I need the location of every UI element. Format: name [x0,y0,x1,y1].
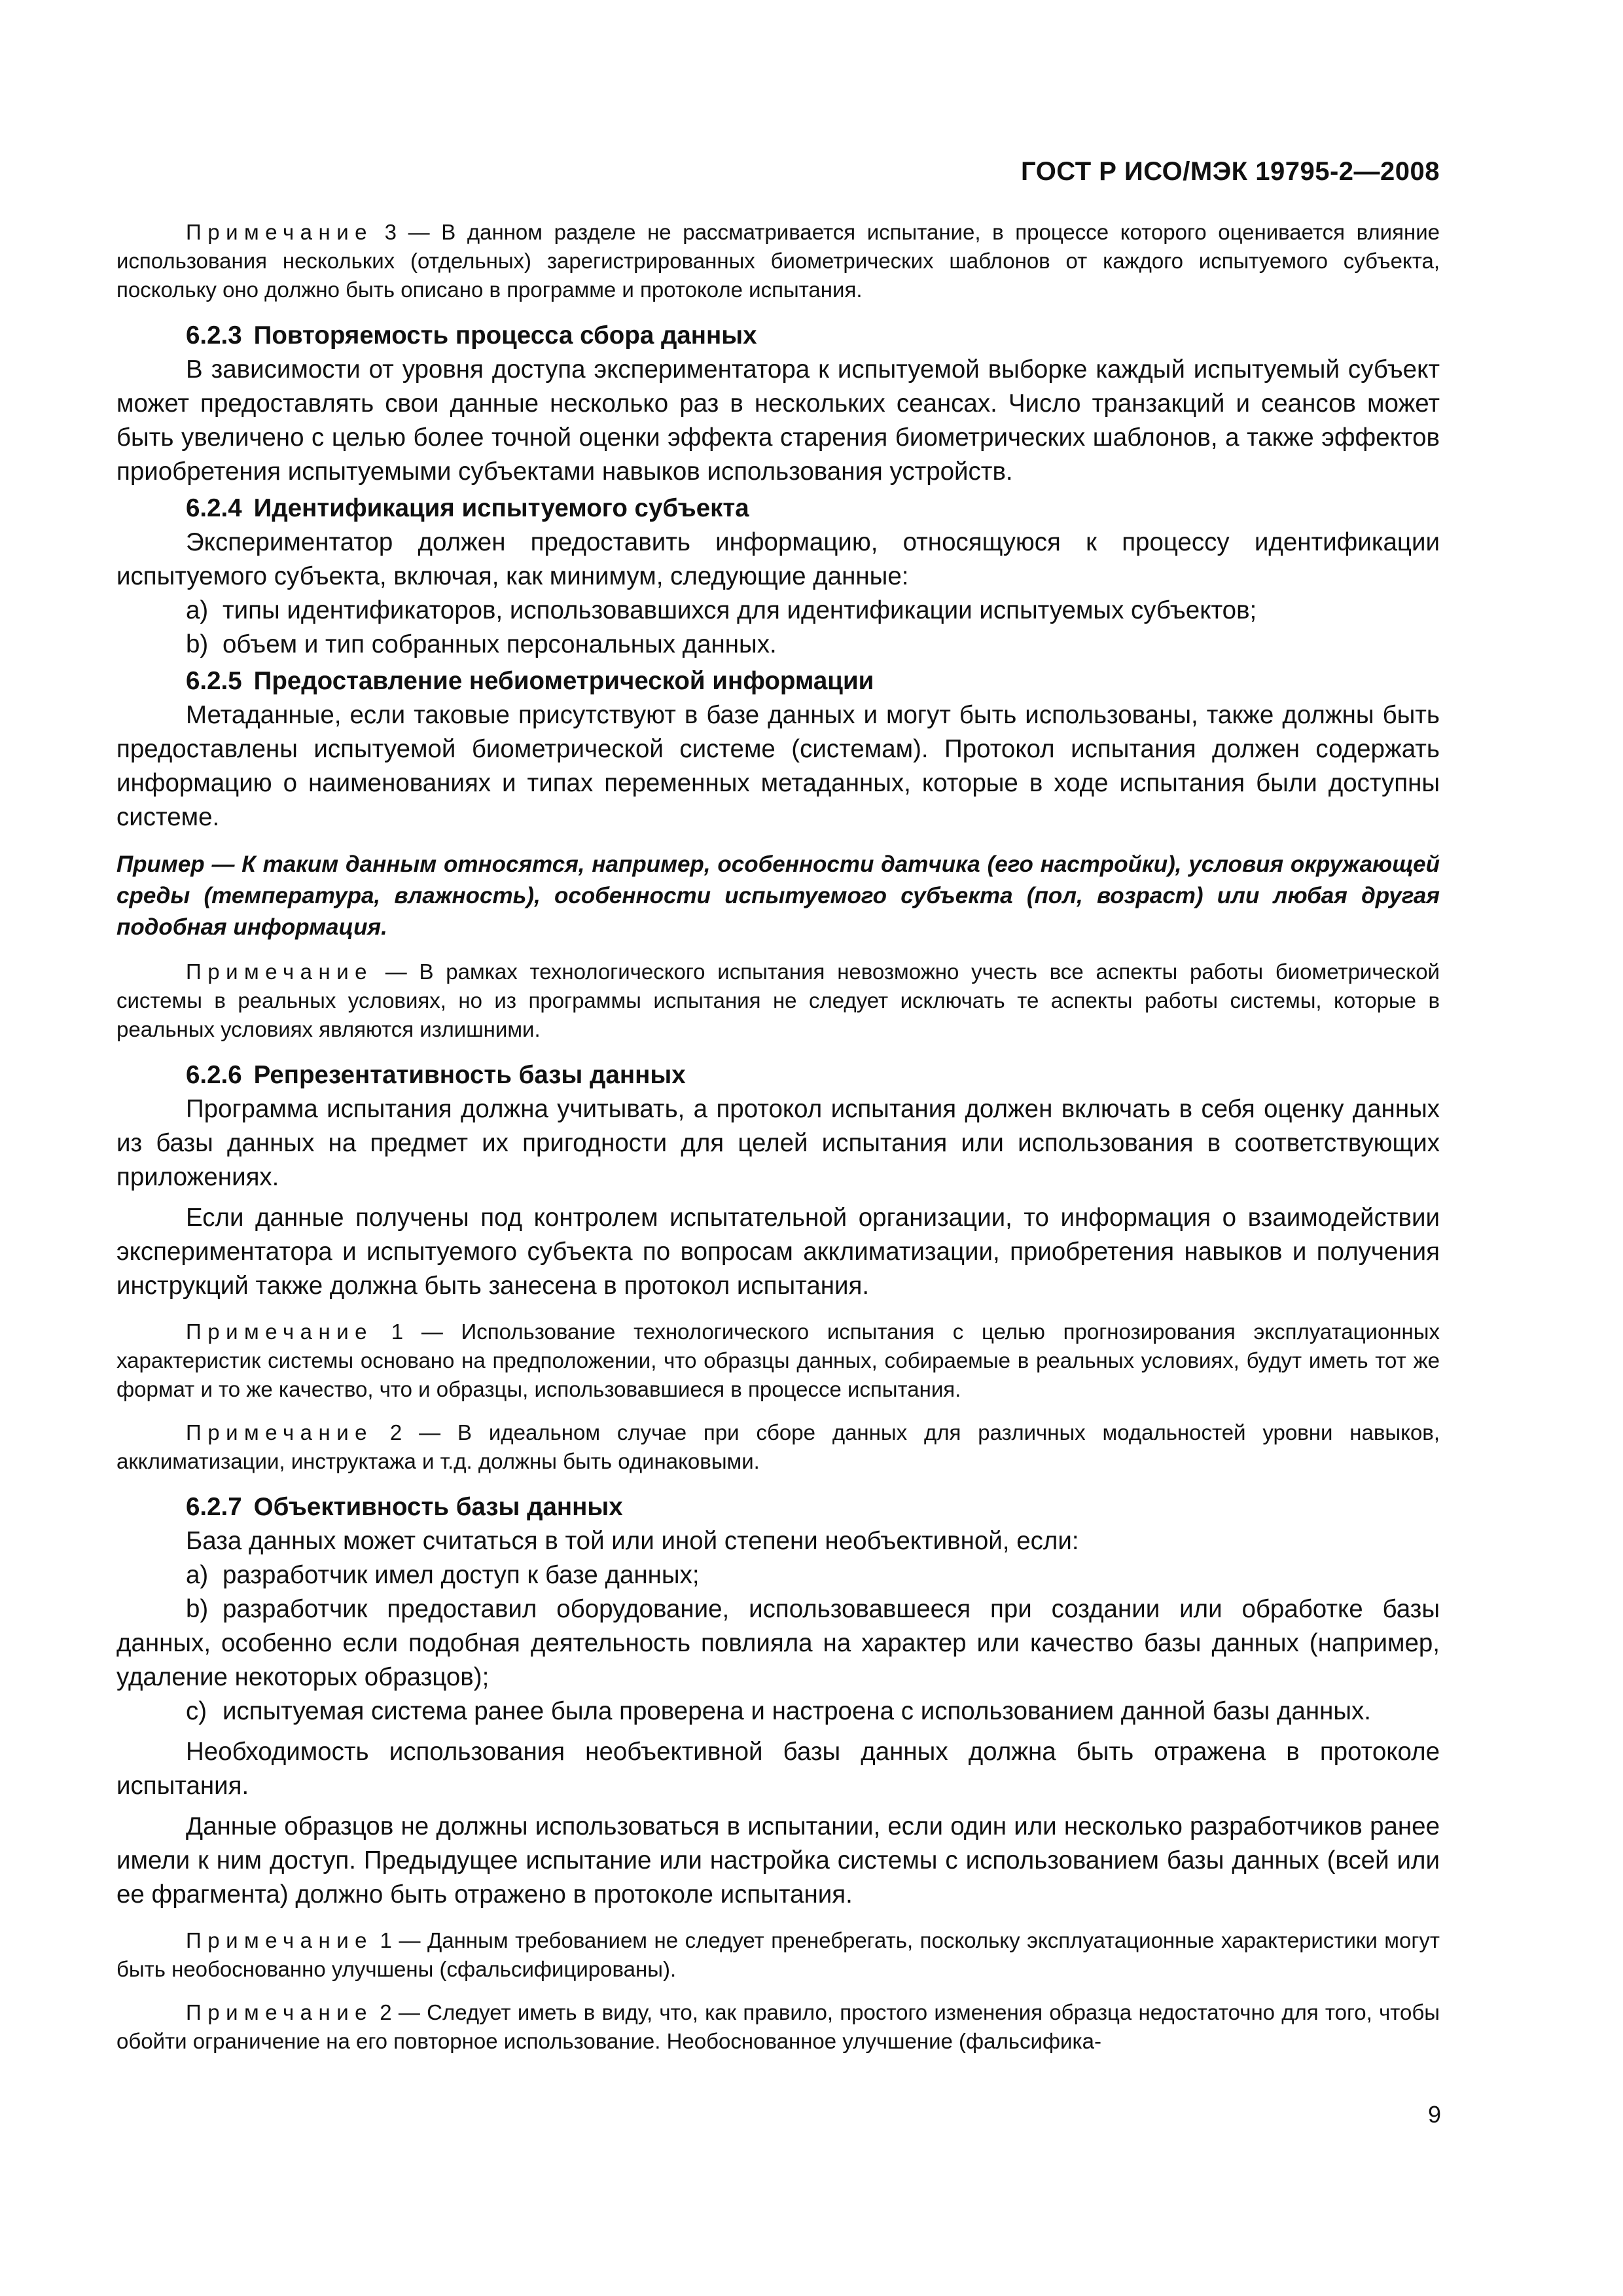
note-3 [116,218,1440,304]
standard-header: ГОСТ Р ИСО/МЭК 19795-2—2008 [1021,157,1440,186]
note-2 [116,1418,1440,1476]
section-number: 6.2.3 [186,321,242,350]
list-marker: a) [186,1561,209,1589]
note [116,958,1440,1044]
section-number: 6.2.5 [186,667,242,695]
list-item-a [116,594,1440,628]
section-title: Идентификация испытуемого субъекта [253,494,749,522]
section-title: Повторяемость процесса сбора данных [253,321,757,350]
note-text: 2 — Следует иметь в виду, что, как правило, простого изменения образца недостаточно для того, чтобы обойти ограничение на его повторное использование. Необоснованное улучшение (фальсифика- [116,2000,1440,2053]
note-text: — В рамках технологического испытания невозможно учесть все аспекты работы биометрической системы в реальных условиях, но из программы испытания не следует исключать те аспекты работы системы, которые в реальных условиях являются излишними. [116,960,1440,1041]
note-label: Примечание [186,1319,374,1344]
section-number: 6.2.6 [186,1061,242,1089]
note-text: 3 — В данном разделе не рассматривается испытание, в процессе которого оценивается влияние использования нескольких (отдельных) зарегистрированных биометрических шаблонов от каждого испытуемого субъекта, поскольку оно должно быть описано в программе и протоколе испытания. [116,220,1440,302]
section-heading-6-2-3 [116,319,1440,353]
list-marker: a) [186,596,209,624]
note-1 [116,1318,1440,1404]
paragraph: Данные образцов не должны использоваться в испытании, если один или несколько разработчиков ранее имели к ним доступ. Предыдущее испытание или настройка системы с использованием базы данных (всей или ее фрагмента) должно быть отражено в протоколе испытания. [116,1812,1440,1909]
note-label: Примечание [186,220,374,244]
note-label: Примечание [186,2000,374,2024]
example-block: Пример — К таким данным относятся, например, особенности датчика (его настройки), условия окружающей среды (температура, влажность), особенности испытуемого субъекта (пол, возраст) или любая другая подобная информация. [116,852,1440,940]
list-item-c [116,1695,1440,1729]
section-heading-6-2-5 [116,664,1440,698]
note-label: Примечание [186,1928,374,1952]
list-marker: b) [186,1595,209,1623]
section-heading-6-2-4 [116,492,1440,526]
list-item-text: объем и тип собранных персональных данных. [223,630,777,658]
note-label: Примечание [186,960,374,984]
note-2 [116,1998,1440,2056]
section-title: Объективность базы данных [253,1493,623,1521]
note-1 [116,1926,1440,1984]
section-heading-6-2-7 [116,1490,1440,1524]
document-page [116,157,1440,2056]
list-marker: c) [186,1697,207,1725]
section-title: Репрезентативность базы данных [253,1061,686,1089]
paragraph: В зависимости от уровня доступа экспериментатора к испытуемой выборке каждый испытуемый субъект может предоставлять свои данные несколько раз в нескольких сеансах. Число транзакций и сеансов может быть увеличено с целью более точной оценки эффекта старения биометрических шаблонов, а также эффектов приобретения испытуемыми субъектами навыков использования устройств. [116,355,1440,486]
list-item-b [116,628,1440,662]
page-number: 9 [1427,2101,1441,2128]
paragraph: Необходимость использования необъективной базы данных должна быть отражена в протоколе испытания. [116,1738,1440,1800]
note-text: 1 — Использование технологического испытания с целью прогнозирования эксплуатационных характеристик системы основано на предположении, что образцы данных, собираемые в реальных условиях, будут иметь тот же формат и то же качество, что и образцы, использовавшиеся в процессе испытания. [116,1319,1440,1401]
paragraph: База данных может считаться в той или иной степени необъективной, если: [186,1527,1079,1555]
list-item-text: испытуемая система ранее была проверена и настроена с использованием данной базы данных. [223,1697,1372,1725]
paragraph: Экспериментатор должен предоставить информацию, относящуюся к процессу идентификации испытуемого субъекта, включая, как минимум, следующие данные: [116,528,1440,590]
paragraph: Если данные получены под контролем испытательной организации, то информация о взаимодействии экспериментатора и испытуемого субъекта по вопросам акклиматизации, приобретения навыков и получения инструкций также должна быть занесена в протокол испытания. [116,1204,1440,1300]
note-text: 2 — В идеальном случае при сборе данных для различных модальностей уровни навыков, акклиматизации, инструктажа и т.д. должны быть одинаковыми. [116,1420,1440,1473]
note-text: 1 — Данным требованием не следует пренебрегать, поскольку эксплуатационные характеристики могут быть необоснованно улучшены (сфальсифицированы). [116,1928,1440,1981]
list-item-text: разработчик имел доступ к базе данных; [223,1561,700,1589]
list-item-a [116,1558,1440,1592]
section-heading-6-2-6 [116,1058,1440,1092]
list-item-text: типы идентификаторов, использовавшихся для идентификации испытуемых субъектов; [223,596,1257,624]
section-number: 6.2.4 [186,494,242,522]
paragraph: Метаданные, если таковые присутствуют в базе данных и могут быть использованы, также должны быть предоставлены испытуемой биометрической системе (системам). Протокол испытания должен содержать информацию о наименованиях и типах переменных метаданных, которые в ходе испытания были доступны системе. [116,701,1440,831]
section-title: Предоставление небиометрической информации [253,667,874,695]
list-item-b [116,1592,1440,1695]
note-label: Примечание [186,1420,374,1444]
paragraph: Программа испытания должна учитывать, а протокол испытания должен включать в себя оценку данных из базы данных на предмет их пригодности для целей испытания или использования в соответствующих приложениях. [116,1095,1440,1191]
section-number: 6.2.7 [186,1493,242,1521]
list-item-text: разработчик предоставил оборудование, использовавшееся при создании или обработке базы данных, особенно если подобная деятельность повлияла на характер или качество базы данных (например, удаление некоторых образцов); [116,1595,1440,1691]
list-marker: b) [186,630,209,658]
